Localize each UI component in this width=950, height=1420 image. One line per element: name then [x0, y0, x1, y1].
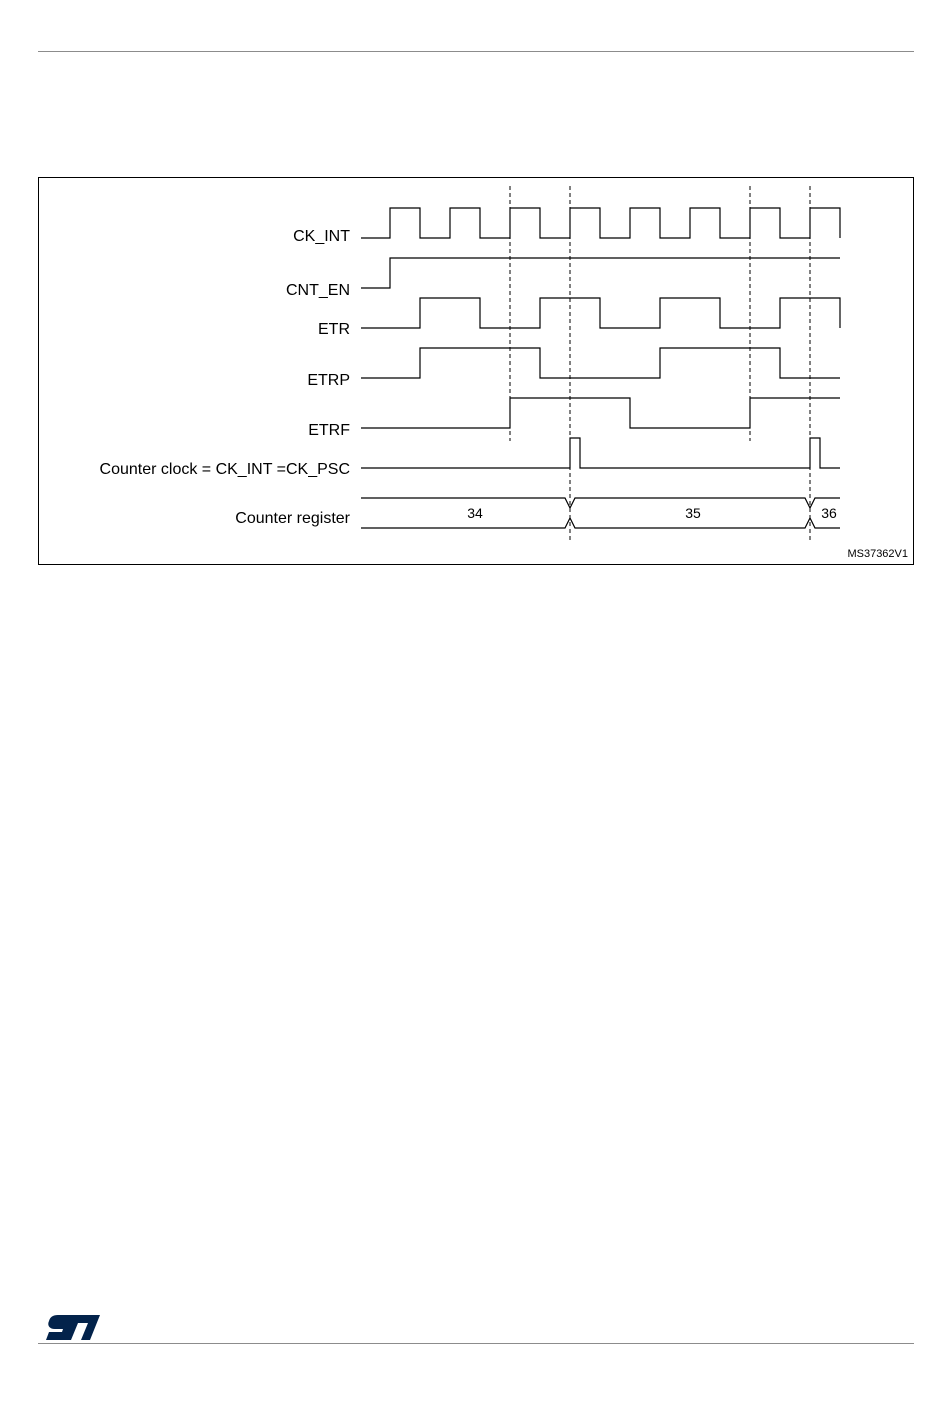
counter-value-35: 35: [685, 505, 701, 521]
figure-reference-code: MS37362V1: [847, 548, 908, 560]
counter-clock-waveform: [361, 438, 840, 468]
label-counter-register: Counter register: [235, 510, 350, 527]
label-counter-clock: Counter clock = CK_INT =CK_PSC: [99, 461, 350, 478]
label-ck-int: CK_INT: [293, 228, 350, 245]
ck-int-waveform: [361, 208, 840, 238]
label-etrf: ETRF: [308, 422, 350, 439]
timing-diagram: [39, 178, 915, 566]
cnt-en-waveform: [361, 258, 840, 288]
counter-value-34: 34: [467, 505, 483, 521]
counter-register-bus-bottom: [361, 518, 840, 528]
counter-register-bus-top: [361, 498, 840, 508]
label-etrp: ETRP: [307, 372, 350, 389]
label-etr: ETR: [318, 321, 350, 338]
counter-value-36: 36: [821, 505, 837, 521]
footer-rule: [38, 1343, 914, 1344]
etr-waveform: [361, 298, 840, 328]
etrf-waveform: [361, 398, 840, 428]
st-logo: [44, 1313, 102, 1343]
timing-diagram-figure: [38, 177, 914, 565]
header-rule: [38, 51, 914, 52]
label-cnt-en: CNT_EN: [285, 282, 350, 299]
etrp-waveform: [361, 348, 840, 378]
